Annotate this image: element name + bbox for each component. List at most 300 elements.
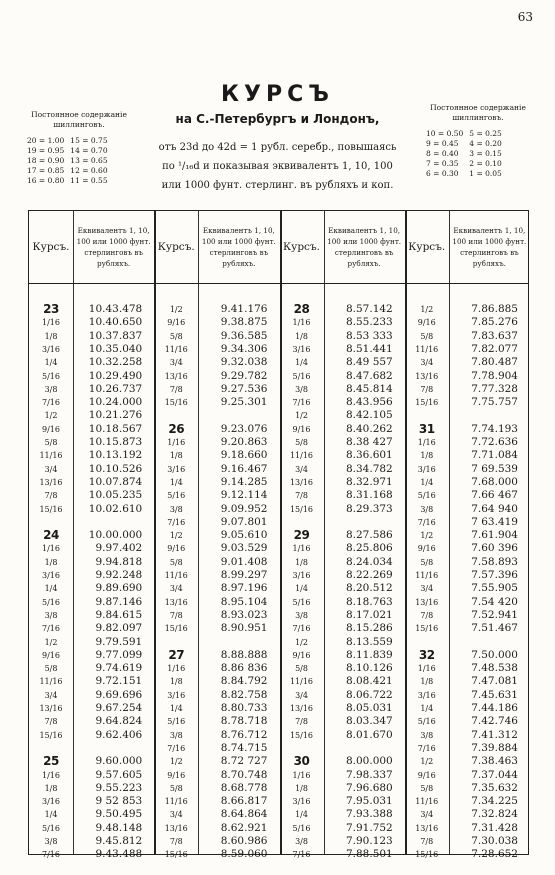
kurs-fraction: 13/16 (39, 477, 63, 487)
equivalent-value: 8.20.512 (345, 582, 393, 595)
equivalent-value: 9.07.801 (220, 515, 268, 528)
left-shilling-table (24, 136, 111, 186)
equivalent-value: 7.58.893 (471, 555, 518, 568)
kurs-fraction: 1/8 (44, 557, 58, 567)
kurs-fraction: 1/8 (295, 331, 308, 341)
kurs-fraction: 1/2 (420, 757, 434, 767)
kurs-fraction: 9/16 (42, 424, 60, 434)
page-title: КУРСЪ (221, 82, 334, 107)
equivalent-value: 9.62.406 (95, 728, 143, 741)
kurs-fraction: 3/4 (169, 584, 183, 594)
kurs-fraction: 1/8 (420, 451, 434, 461)
equivalent-value: 10.05.235 (88, 489, 143, 502)
equivalent-value: 7.86.885 (471, 303, 518, 315)
shilling-row (24, 146, 111, 156)
kurs-fraction: 5/8 (295, 438, 308, 447)
kurs-whole-value: 27 (168, 647, 185, 662)
kurs-fraction: 15/16 (415, 624, 439, 634)
equivalent-value: 8.76.712 (220, 728, 268, 741)
kurs-fraction: 7/8 (420, 837, 434, 846)
equivalent-value: 7.34.225 (471, 795, 518, 808)
right-shilling-table (423, 129, 505, 179)
equivalent-value: 7.85.276 (471, 316, 518, 329)
kurs-fraction: 1/4 (295, 584, 308, 594)
equivalent-value: 8.22.269 (345, 569, 393, 581)
equivalent-value: 7.52.941 (471, 608, 518, 621)
equivalent-value: 8.27.586 (345, 529, 393, 542)
equivalent-value: 8.68.778 (220, 781, 268, 794)
shilling-value: 7 = 0.35 (426, 159, 459, 168)
equivalent-value: 8.74.715 (220, 741, 268, 754)
equivalent-value: 7.60 396 (471, 542, 518, 555)
kurs-fraction: 7/16 (292, 624, 311, 634)
equivalent-value: 9.84.615 (95, 608, 143, 621)
equivalent-value: 7.78.904 (471, 369, 518, 382)
equivalent-value: 8.18.763 (345, 595, 393, 608)
kurs-fraction: 7/8 (169, 384, 183, 394)
shilling-value: 20 = 1.00 (27, 136, 65, 145)
kurs-fraction: 13/16 (415, 823, 439, 833)
equivalent-column-header: Еквивалентъ 1, 10, 100 или 1000 фунт. стерлинговъ въ рубляхъ. (327, 226, 402, 268)
kurs-fraction: 1/16 (417, 664, 436, 674)
kurs-fraction: 7/8 (169, 837, 183, 846)
kurs-fraction: 11/16 (164, 571, 188, 580)
equivalent-value: 8.53 333 (345, 329, 393, 342)
equivalent-value: 10.10.526 (88, 462, 143, 475)
shilling-row (423, 169, 505, 179)
kurs-fraction: 3/16 (42, 571, 60, 580)
equivalent-value: 7 63.419 (471, 515, 518, 528)
equivalent-value: 8.99.297 (220, 569, 268, 581)
kurs-fraction: 9/16 (42, 650, 60, 660)
equivalent-value: 9.20.863 (220, 436, 268, 448)
kurs-fraction: 3/8 (169, 504, 183, 514)
kurs-fraction: 5/16 (292, 823, 311, 833)
shilling-value: 6 = 0.30 (426, 169, 459, 178)
kurs-fraction: 1/2 (44, 637, 58, 647)
equivalent-value: 10.02.610 (88, 502, 143, 515)
equivalent-value: 8.78.718 (220, 715, 268, 728)
kurs-fraction: 9/16 (417, 544, 436, 554)
kurs-fraction: 9/16 (417, 318, 436, 328)
equivalent-value: 7.39.884 (471, 741, 518, 754)
kurs-fraction: 7/16 (292, 398, 311, 408)
kurs-fraction: 13/16 (39, 704, 63, 713)
kurs-fraction: 7/8 (420, 610, 434, 620)
kurs-fraction: 1/4 (295, 810, 308, 820)
kurs-fraction: 7/16 (292, 850, 311, 860)
kurs-fraction: 1/16 (292, 544, 311, 554)
equivalent-value: 8.95.104 (220, 595, 268, 608)
equivalent-value: 7.91.752 (345, 821, 393, 834)
kurs-whole-value: 30 (293, 754, 310, 769)
equivalent-value: 10.24.000 (88, 396, 143, 409)
equivalent-value: 7.35.632 (471, 781, 518, 794)
equivalent-value: 9.79.591 (95, 635, 143, 648)
equivalent-value: 9.72.151 (95, 675, 143, 688)
equivalent-value: 8.10.126 (345, 662, 393, 675)
kurs-whole-value: 25 (43, 754, 59, 769)
shilling-row (423, 149, 505, 159)
equivalent-value: 8.90.951 (220, 622, 268, 635)
equivalent-value: 7.72.636 (471, 436, 518, 448)
kurs-fraction: 1/2 (169, 531, 183, 541)
equivalent-value: 8.62.921 (220, 821, 268, 834)
equivalent-value: 8.15.286 (345, 622, 393, 635)
kurs-fraction: 5/16 (417, 491, 436, 501)
shilling-value: 14 = 0.70 (70, 146, 108, 155)
kurs-fraction: 5/8 (420, 331, 434, 341)
kurs-fraction: 7/8 (295, 491, 308, 501)
header-divider (29, 283, 528, 284)
kurs-fraction: 7/16 (417, 743, 436, 753)
kurs-whole-value: 24 (43, 528, 59, 543)
equivalent-value: 9.82.097 (95, 622, 143, 635)
kurs-whole-value: 31 (418, 421, 435, 436)
kurs-fraction: 3/4 (420, 358, 434, 368)
kurs-fraction: 3/8 (295, 384, 308, 394)
kurs-fraction: 11/16 (289, 677, 314, 687)
shilling-value: 5 = 0.25 (469, 129, 502, 138)
kurs-fraction: 5/16 (292, 597, 311, 607)
equivalent-value: 8.03.347 (345, 715, 393, 728)
shilling-value: 1 = 0.05 (469, 169, 502, 178)
equivalent-value: 9.67.254 (95, 702, 143, 714)
equivalent-value: 8.42.105 (345, 409, 393, 422)
equivalent-value: 10.40.650 (88, 316, 143, 329)
kurs-fraction: 15/16 (415, 398, 439, 408)
equivalent-value: 10.35.040 (88, 342, 143, 355)
equivalent-value: 7.38.463 (471, 755, 518, 768)
description-line-3: или 1000 фунт. стерлинг. въ рубляхъ и коп. (161, 180, 394, 191)
shilling-value: 16 = 0.80 (27, 176, 65, 185)
shilling-value: 8 = 0.40 (426, 149, 459, 158)
equivalent-value: 9.60.000 (95, 755, 143, 768)
equivalent-value: 8.25.806 (345, 542, 393, 555)
kurs-fraction: 3/16 (292, 571, 311, 580)
equivalent-value: 10.43.478 (88, 303, 143, 315)
shilling-row (24, 136, 111, 146)
kurs-fraction: 3/8 (295, 610, 308, 620)
equivalent-value: 7.42.746 (471, 715, 518, 728)
equivalent-value: 7.90.123 (345, 835, 393, 847)
kurs-fraction: 1/16 (167, 664, 186, 674)
equivalent-value: 8.38 427 (345, 436, 393, 448)
equivalent-value: 8.72 727 (220, 755, 268, 768)
kurs-fraction: 1/4 (44, 358, 58, 368)
equivalent-value: 9.27.536 (220, 382, 268, 395)
equivalent-value: 9.34.306 (220, 342, 268, 355)
equivalent-value: 8.29.373 (345, 502, 393, 515)
kurs-fraction: 5/16 (167, 717, 186, 727)
equivalent-value: 8.31.168 (345, 489, 393, 502)
kurs-fraction: 5/16 (42, 597, 60, 607)
equivalent-value: 7.61.904 (471, 529, 518, 542)
equivalent-value: 7.47.081 (471, 675, 518, 688)
equivalent-value: 7.41.312 (471, 728, 518, 741)
kurs-fraction: 1/16 (292, 318, 311, 328)
equivalent-value: 8.55.233 (345, 316, 393, 329)
equivalent-value: 7.28.652 (471, 848, 518, 861)
equivalent-value: 8.06.722 (345, 688, 393, 701)
equivalent-value: 7.77.328 (471, 382, 518, 395)
equivalent-value: 9.50.495 (95, 808, 143, 821)
equivalent-value: 9.12.114 (220, 489, 268, 502)
kurs-fraction: 5/16 (292, 371, 311, 381)
kurs-fraction: 1/2 (295, 411, 308, 421)
kurs-fraction: 7/8 (169, 610, 183, 620)
kurs-fraction: 3/8 (44, 610, 58, 620)
kurs-fraction: 11/16 (164, 344, 188, 354)
kurs-whole-value: 32 (418, 647, 435, 662)
equivalent-value: 7.88.501 (345, 848, 393, 861)
equivalent-value: 8.66.817 (220, 795, 268, 808)
kurs-fraction: 3/4 (420, 584, 434, 594)
equivalent-value: 8.84.792 (220, 675, 268, 688)
equivalent-value: 8.00.000 (345, 755, 393, 768)
shilling-row (423, 129, 505, 139)
equivalent-value: 9.03.529 (220, 542, 268, 555)
kurs-fraction: 1/16 (42, 544, 60, 554)
shilling-value: 9 = 0.45 (426, 139, 459, 148)
kurs-fraction: 1/2 (420, 305, 434, 314)
page-description (125, 138, 430, 195)
kurs-fraction: 5/8 (295, 664, 308, 674)
equivalent-value: 7.75.757 (471, 396, 518, 409)
equivalent-value: 9.16.467 (220, 462, 268, 475)
equivalent-value: 10.07.874 (88, 475, 143, 488)
shilling-value: 17 = 0.85 (27, 166, 65, 175)
kurs-fraction: 7/8 (295, 717, 308, 727)
kurs-fraction: 1/2 (420, 531, 434, 541)
equivalent-value: 9.69.696 (95, 688, 143, 701)
kurs-fraction: 1/16 (42, 318, 60, 328)
equivalent-value: 7.44.186 (471, 702, 518, 714)
equivalent-value: 8.97.196 (220, 582, 268, 595)
equivalent-value: 8.57.142 (345, 303, 393, 315)
equivalent-value: 8.59.060 (220, 848, 268, 861)
kurs-fraction: 3/8 (420, 730, 434, 740)
kurs-fraction: 3/4 (295, 464, 308, 474)
kurs-fraction: 11/16 (415, 344, 439, 354)
kurs-fraction: 13/16 (164, 371, 188, 381)
shilling-value: 4 = 0.20 (469, 139, 502, 148)
kurs-fraction: 1/4 (295, 358, 308, 368)
kurs-fraction: 11/16 (39, 677, 63, 687)
kurs-fraction: 5/16 (42, 371, 60, 381)
kurs-fraction: 5/8 (420, 557, 434, 567)
kurs-fraction: 1/8 (295, 783, 308, 793)
equivalent-value: 9.01.408 (220, 555, 268, 568)
right-panel-heading: Постоянное содержаніе шиллинговъ. (430, 103, 526, 122)
kurs-whole-value: 23 (43, 302, 59, 316)
equivalent-value: 10.37.837 (88, 329, 143, 342)
kurs-fraction: 15/16 (164, 850, 188, 860)
kurs-fraction: 13/16 (415, 597, 439, 607)
equivalent-value: 8.80.733 (220, 702, 268, 714)
kurs-fraction: 3/4 (44, 464, 58, 474)
equivalent-value: 7.37.044 (471, 768, 518, 781)
kurs-fraction: 1/8 (169, 451, 183, 461)
kurs-fraction: 1/2 (169, 757, 183, 767)
kurs-column-header: Курсъ. (157, 241, 195, 253)
kurs-fraction: 5/16 (167, 491, 186, 501)
equivalent-column-header: Еквивалентъ 1, 10, 100 или 1000 фунт. стерлинговъ въ рубляхъ. (452, 226, 527, 268)
kurs-fraction: 5/16 (42, 823, 60, 833)
equivalent-value: 7.98.337 (345, 768, 393, 781)
equivalent-value: 8.45.814 (345, 382, 393, 395)
kurs-fraction: 3/8 (295, 837, 308, 846)
shilling-value: 18 = 0.90 (27, 156, 65, 165)
exchange-table (28, 210, 529, 861)
kurs-fraction: 15/16 (39, 504, 63, 514)
kurs-fraction: 3/16 (42, 344, 60, 354)
kurs-fraction: 3/4 (44, 690, 58, 700)
equivalent-value: 8.43.956 (345, 396, 393, 409)
shilling-value: 15 = 0.75 (70, 136, 108, 145)
shilling-value: 11 = 0.55 (70, 176, 108, 185)
kurs-fraction: 15/16 (164, 624, 188, 634)
equivalent-value: 7.95.031 (345, 795, 393, 808)
kurs-fraction: 7/16 (42, 398, 60, 408)
kurs-fraction: 1/2 (44, 411, 58, 421)
equivalent-value: 7.30.038 (471, 835, 518, 847)
equivalent-value: 7.45.631 (471, 688, 518, 701)
equivalent-value: 7.83.637 (471, 329, 518, 342)
equivalent-value: 9.87.146 (95, 595, 143, 608)
equivalent-value: 9.36.585 (220, 329, 268, 342)
kurs-fraction: 3/16 (42, 797, 60, 807)
shilling-row (24, 176, 111, 186)
kurs-fraction: 5/8 (44, 664, 58, 674)
equivalent-value: 9.32.038 (220, 356, 268, 369)
equivalent-value: 7.74.193 (471, 422, 518, 435)
equivalent-value: 7.71.084 (471, 449, 518, 462)
equivalent-value: 10.13.192 (88, 449, 143, 462)
kurs-fraction: 1/2 (295, 637, 308, 647)
kurs-fraction: 13/16 (415, 371, 439, 381)
equivalent-value: 9.48.148 (95, 821, 143, 834)
kurs-fraction: 5/8 (169, 331, 183, 341)
kurs-fraction: 9/16 (167, 544, 186, 554)
equivalent-value: 9.97.402 (95, 542, 143, 555)
equivalent-value: 7.64 940 (471, 502, 518, 515)
kurs-column-header: Курсъ. (32, 241, 70, 253)
kurs-fraction: 3/16 (292, 797, 311, 807)
equivalent-value: 9.41.176 (220, 303, 268, 315)
equivalent-value: 9.45.812 (95, 835, 143, 847)
equivalent-value: 7.66 467 (471, 489, 518, 502)
equivalent-value: 10.32.258 (88, 356, 143, 369)
kurs-fraction: 3/8 (169, 730, 183, 740)
shilling-row (24, 166, 111, 176)
equivalent-value: 9.23.076 (220, 422, 268, 435)
equivalent-value: 7.68.000 (471, 475, 518, 488)
equivalent-value: 8.93.023 (220, 608, 268, 621)
kurs-fraction: 3/4 (169, 358, 183, 368)
equivalent-column-header: Еквивалентъ 1, 10, 100 или 1000 фунт. стерлинговъ въ рубляхъ. (201, 226, 276, 268)
description-line-2: по ¹/₁₆d и показывая эквивалентъ 1, 10, 100 (162, 161, 393, 172)
equivalent-value: 10.15.873 (88, 436, 143, 448)
kurs-fraction: 7/8 (44, 491, 58, 501)
kurs-fraction: 11/16 (39, 451, 63, 461)
kurs-fraction: 3/16 (167, 464, 186, 474)
kurs-fraction: 11/16 (415, 797, 439, 807)
kurs-fraction: 15/16 (289, 504, 314, 514)
kurs-fraction: 9/16 (167, 318, 186, 328)
shilling-value: 13 = 0.65 (70, 156, 108, 165)
kurs-fraction: 1/4 (44, 810, 58, 820)
kurs-fraction: 3/8 (44, 837, 58, 846)
kurs-fraction: 1/2 (169, 305, 183, 314)
kurs-fraction: 5/8 (169, 783, 183, 793)
equivalent-value: 8.32.971 (345, 475, 393, 488)
equivalent-value: 8.11.839 (345, 648, 393, 661)
equivalent-value: 9.64.824 (95, 715, 143, 728)
kurs-fraction: 1/16 (417, 438, 436, 447)
kurs-fraction: 11/16 (415, 571, 439, 580)
equivalent-value: 7.31.428 (471, 821, 518, 834)
equivalent-value: 7.32.824 (471, 808, 518, 821)
kurs-fraction: 5/8 (169, 557, 183, 567)
equivalent-value: 7.82.077 (471, 342, 518, 355)
equivalent-value: 8.82.758 (220, 688, 268, 701)
kurs-column-header: Курсъ. (408, 241, 446, 253)
kurs-fraction: 1/16 (292, 770, 311, 780)
kurs-whole-value: 29 (293, 528, 310, 543)
equivalent-value: 8.51.441 (345, 342, 393, 355)
equivalent-value: 8.64.864 (220, 808, 268, 821)
equivalent-value: 9.92.248 (95, 569, 143, 581)
equivalent-value: 10.26.737 (88, 382, 143, 395)
page-subtitle: на С.-Петербургъ и Лондонъ, (175, 112, 380, 126)
equivalent-value: 9.25.301 (220, 396, 268, 409)
equivalent-value: 7.55.905 (471, 582, 518, 595)
kurs-fraction: 9/16 (167, 770, 186, 780)
equivalent-value: 9.77.099 (95, 648, 143, 661)
kurs-fraction: 1/8 (295, 557, 308, 567)
equivalent-value: 7.50.000 (471, 648, 518, 661)
equivalent-value: 8.24.034 (345, 555, 393, 568)
kurs-fraction: 7/16 (42, 624, 60, 634)
equivalent-value: 8.60.986 (220, 835, 268, 847)
kurs-fraction: 7/16 (167, 517, 186, 527)
equivalent-value: 9.55.223 (95, 781, 143, 794)
left-panel-heading: Постоянное содержаніе шиллинговъ. (31, 110, 127, 129)
kurs-fraction: 1/8 (420, 677, 434, 687)
equivalent-value: 8.70.748 (220, 768, 268, 781)
equivalent-value: 9.74.619 (95, 662, 143, 675)
kurs-fraction: 13/16 (164, 823, 188, 833)
kurs-fraction: 5/8 (44, 438, 58, 447)
kurs-fraction: 1/4 (420, 704, 434, 713)
kurs-fraction: 5/16 (417, 717, 436, 727)
equivalent-value: 9.57.605 (95, 768, 143, 781)
kurs-fraction: 15/16 (39, 730, 63, 740)
shilling-value: 10 = 0.50 (426, 129, 464, 138)
equivalent-value: 8.08.421 (345, 675, 393, 688)
equivalent-value: 9.43.488 (95, 848, 143, 861)
equivalent-value: 8.40.262 (345, 422, 393, 435)
kurs-fraction: 5/8 (420, 783, 434, 793)
equivalent-column-header: Еквивалентъ 1, 10, 100 или 1000 фунт. стерлинговъ въ рубляхъ. (76, 226, 151, 268)
equivalent-value: 9.89.690 (95, 582, 143, 595)
equivalent-value: 8.05.031 (345, 702, 393, 714)
equivalent-value: 8.34.782 (345, 462, 393, 475)
equivalent-value: 7 69.539 (471, 462, 518, 475)
kurs-column-header: Курсъ. (283, 241, 320, 253)
shilling-row (423, 139, 505, 149)
